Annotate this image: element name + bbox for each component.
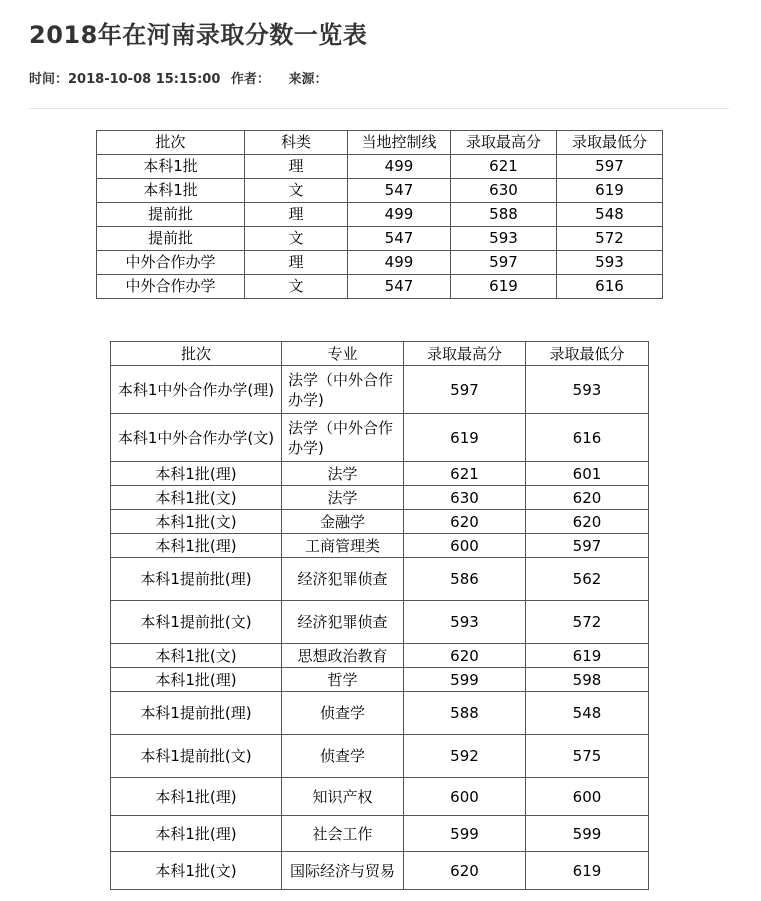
header-divider xyxy=(29,108,729,109)
table-cell: 588 xyxy=(404,692,526,735)
table-row xyxy=(111,534,649,558)
table-cell: 499 xyxy=(348,155,451,179)
table-cell: 619 xyxy=(557,179,663,203)
table-cell: 586 xyxy=(404,558,526,601)
table-cell: 法学（中外合作办学) xyxy=(282,366,404,414)
table-row xyxy=(111,668,649,692)
table-cell: 本科1提前批(文) xyxy=(111,601,282,644)
table-cell: 本科1提前批(文) xyxy=(111,735,282,778)
table-row xyxy=(97,227,663,251)
column-header: 录取最低分 xyxy=(526,342,649,366)
table-cell: 620 xyxy=(526,486,649,510)
table-row xyxy=(111,601,649,644)
table-row xyxy=(111,644,649,668)
source-label: 来源： xyxy=(288,72,328,87)
table-cell: 597 xyxy=(451,251,557,275)
table-cell: 本科1批(文) xyxy=(111,852,282,890)
table-cell: 国际经济与贸易 xyxy=(282,852,404,890)
table-row xyxy=(111,735,649,778)
table-cell: 593 xyxy=(451,227,557,251)
column-header: 批次 xyxy=(111,342,282,366)
column-header: 批次 xyxy=(97,131,245,155)
table-cell: 本科1批(理) xyxy=(111,462,282,486)
table-cell: 文 xyxy=(245,179,348,203)
table-cell: 文 xyxy=(245,227,348,251)
table-cell: 法学 xyxy=(282,486,404,510)
table-header-row xyxy=(111,342,649,366)
table-cell: 620 xyxy=(404,510,526,534)
page-title: 2018年在河南录取分数一览表 xyxy=(29,21,368,49)
table-cell: 598 xyxy=(526,668,649,692)
table-cell: 548 xyxy=(557,203,663,227)
table-cell: 侦查学 xyxy=(282,735,404,778)
table-cell: 597 xyxy=(404,366,526,414)
table-cell: 工商管理类 xyxy=(282,534,404,558)
table-cell: 593 xyxy=(404,601,526,644)
time-value: 2018-10-08 15:15:00 xyxy=(68,72,221,87)
table-cell: 630 xyxy=(451,179,557,203)
time-label: 时间： xyxy=(29,72,69,87)
table-cell: 593 xyxy=(526,366,649,414)
table-row xyxy=(97,203,663,227)
table-cell: 思想政治教育 xyxy=(282,644,404,668)
table-cell: 616 xyxy=(557,275,663,299)
column-header: 录取最高分 xyxy=(451,131,557,155)
table-cell: 547 xyxy=(348,227,451,251)
table-row xyxy=(111,852,649,890)
table-cell: 499 xyxy=(348,251,451,275)
column-header: 科类 xyxy=(245,131,348,155)
author-label: 作者： xyxy=(230,72,270,87)
table-row xyxy=(111,462,649,486)
table-cell: 588 xyxy=(451,203,557,227)
table-cell: 本科1批(文) xyxy=(111,510,282,534)
table-cell: 575 xyxy=(526,735,649,778)
table-cell: 本科1中外合作办学(理) xyxy=(111,366,282,414)
table-cell: 597 xyxy=(557,155,663,179)
table-cell: 社会工作 xyxy=(282,816,404,852)
table-cell: 601 xyxy=(526,462,649,486)
table-cell: 理 xyxy=(245,251,348,275)
table-row xyxy=(97,155,663,179)
table-cell: 599 xyxy=(404,816,526,852)
table-row xyxy=(111,692,649,735)
table-cell: 本科1批(理) xyxy=(111,534,282,558)
table-cell: 600 xyxy=(526,778,649,816)
table-cell: 本科1批(理) xyxy=(111,668,282,692)
table-row xyxy=(111,486,649,510)
table-row xyxy=(111,414,649,462)
table-cell: 499 xyxy=(348,203,451,227)
table-row xyxy=(111,816,649,852)
table-cell: 621 xyxy=(451,155,557,179)
column-header: 录取最高分 xyxy=(404,342,526,366)
table-cell: 法学 xyxy=(282,462,404,486)
table-cell: 619 xyxy=(451,275,557,299)
table-cell: 哲学 xyxy=(282,668,404,692)
table-cell: 本科1批(文) xyxy=(111,486,282,510)
table-cell: 提前批 xyxy=(97,203,245,227)
table-cell: 599 xyxy=(404,668,526,692)
table-cell: 中外合作办学 xyxy=(97,275,245,299)
table-cell: 572 xyxy=(526,601,649,644)
table-cell: 侦查学 xyxy=(282,692,404,735)
table-cell: 619 xyxy=(526,644,649,668)
admission-summary-table xyxy=(96,130,663,299)
table-cell: 理 xyxy=(245,203,348,227)
table-cell: 599 xyxy=(526,816,649,852)
table-cell: 中外合作办学 xyxy=(97,251,245,275)
table-cell: 619 xyxy=(526,852,649,890)
table-cell: 本科1批(理) xyxy=(111,778,282,816)
table-cell: 本科1提前批(理) xyxy=(111,558,282,601)
table-cell: 548 xyxy=(526,692,649,735)
table-cell: 630 xyxy=(404,486,526,510)
table-cell: 知识产权 xyxy=(282,778,404,816)
table-cell: 572 xyxy=(557,227,663,251)
table-cell: 本科1批 xyxy=(97,179,245,203)
table-cell: 经济犯罪侦查 xyxy=(282,558,404,601)
column-header: 当地控制线 xyxy=(348,131,451,155)
column-header: 录取最低分 xyxy=(557,131,663,155)
table-row xyxy=(97,251,663,275)
table-row xyxy=(111,778,649,816)
table-cell: 592 xyxy=(404,735,526,778)
table-cell: 本科1批(理) xyxy=(111,816,282,852)
table-cell: 本科1批(文) xyxy=(111,644,282,668)
table-row xyxy=(97,179,663,203)
table-cell: 600 xyxy=(404,534,526,558)
table-cell: 600 xyxy=(404,778,526,816)
table-row xyxy=(111,510,649,534)
table-cell: 本科1中外合作办学(文) xyxy=(111,414,282,462)
table-cell: 本科1提前批(理) xyxy=(111,692,282,735)
table-cell: 547 xyxy=(348,179,451,203)
table-cell: 619 xyxy=(404,414,526,462)
table-cell: 提前批 xyxy=(97,227,245,251)
table-row xyxy=(97,275,663,299)
table-cell: 法学（中外合作办学) xyxy=(282,414,404,462)
column-header: 专业 xyxy=(282,342,404,366)
table-cell: 经济犯罪侦查 xyxy=(282,601,404,644)
table-cell: 本科1批 xyxy=(97,155,245,179)
table-cell: 620 xyxy=(404,852,526,890)
table-row xyxy=(111,366,649,414)
table-cell: 562 xyxy=(526,558,649,601)
table-cell: 593 xyxy=(557,251,663,275)
table-cell: 620 xyxy=(404,644,526,668)
table-cell: 文 xyxy=(245,275,348,299)
table-cell: 金融学 xyxy=(282,510,404,534)
table-row xyxy=(111,558,649,601)
table-cell: 547 xyxy=(348,275,451,299)
table-header-row xyxy=(97,131,663,155)
table-cell: 理 xyxy=(245,155,348,179)
table-cell: 620 xyxy=(526,510,649,534)
table-cell: 621 xyxy=(404,462,526,486)
table-cell: 616 xyxy=(526,414,649,462)
table-cell: 597 xyxy=(526,534,649,558)
major-scores-table xyxy=(110,341,649,890)
article-meta xyxy=(29,70,327,90)
